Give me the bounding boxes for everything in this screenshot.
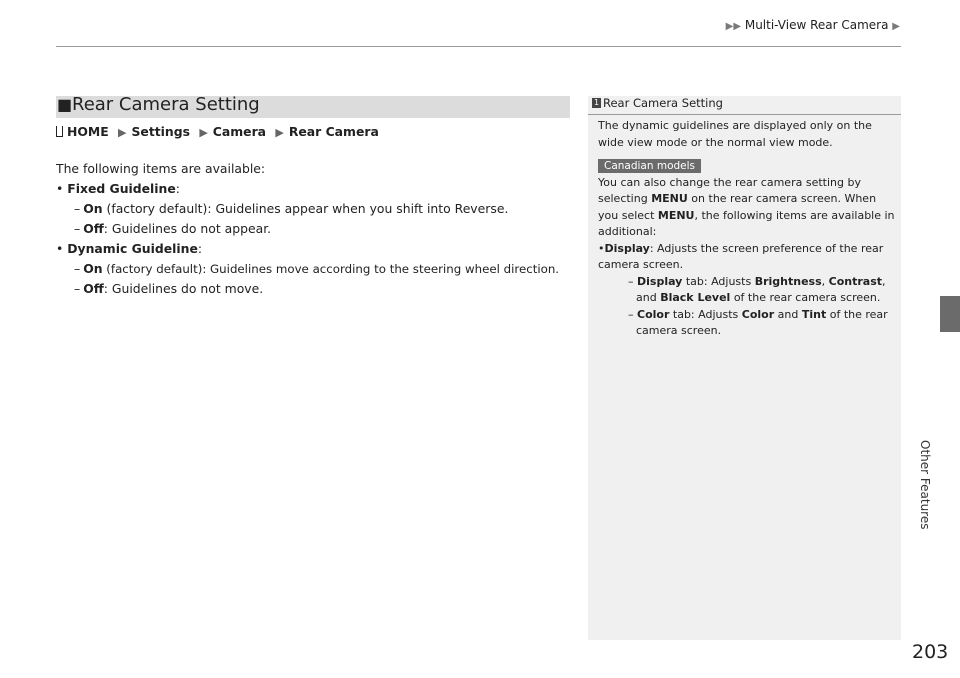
option-text: : Guidelines do not move. bbox=[103, 281, 264, 296]
item-label: Dynamic Guideline bbox=[67, 241, 198, 256]
notes-title: Rear Camera Setting bbox=[603, 96, 723, 110]
note-paragraph: You can also change the rear camera setting by selecting MENU on the rear camera screen. When you select MENU, the following items are available in additional: bbox=[598, 175, 895, 238]
main-content bbox=[56, 120, 576, 299]
list-subitem: – On (factory default): Guidelines appear when you shift into Reverse. bbox=[74, 201, 509, 216]
path-settings: Settings bbox=[131, 124, 190, 139]
arrow-right-icon: ▶ bbox=[199, 126, 208, 139]
path-rear-camera: Rear Camera bbox=[288, 124, 379, 139]
item-label: Fixed Guideline bbox=[67, 181, 176, 196]
path-camera: Camera bbox=[212, 124, 267, 139]
note-paragraph: The dynamic guidelines are displayed only on the wide view mode or the normal view mode. bbox=[598, 119, 872, 149]
intro-text: The following items are available: bbox=[56, 161, 266, 176]
page-number: 203 bbox=[912, 641, 949, 663]
notes-panel bbox=[588, 96, 901, 640]
arrow-right-icon: ▶ bbox=[892, 21, 900, 32]
option-label: On bbox=[83, 201, 103, 216]
running-header bbox=[0, 18, 900, 32]
option-label: On bbox=[83, 261, 103, 276]
home-icon bbox=[56, 126, 63, 137]
list-item: • Fixed Guideline: bbox=[56, 181, 180, 196]
path-home: HOME bbox=[67, 124, 109, 139]
section-heading bbox=[56, 96, 570, 118]
option-text: (factory default): Guidelines move according to the steering wheel direction. bbox=[102, 262, 560, 276]
bullet-icon: • bbox=[56, 241, 68, 256]
note-list-item: •Display: Adjusts the screen preference of the rear camera screen. bbox=[598, 241, 884, 271]
chapter-tab bbox=[940, 296, 960, 332]
list-subitem: – Off: Guidelines do not move. bbox=[74, 281, 264, 296]
note-subitem: – Display tab: Adjusts Brightness, Contrast, and Black Level of the rear camera screen. bbox=[628, 274, 886, 304]
arrow-right-icon: ▶▶ bbox=[725, 21, 742, 32]
arrow-right-icon: ▶ bbox=[275, 126, 284, 139]
header-divider bbox=[56, 46, 901, 47]
section-title: Rear Camera Setting bbox=[72, 94, 260, 115]
bullet-icon: • bbox=[598, 241, 605, 255]
bullet-icon: • bbox=[56, 181, 68, 196]
header-breadcrumb: Multi-View Rear Camera bbox=[744, 18, 889, 32]
square-bullet-icon: ■ bbox=[57, 95, 73, 114]
region-badge: Canadian models bbox=[598, 159, 701, 173]
list-subitem: – On (factory default): Guidelines move according to the steering wheel direction. bbox=[74, 261, 560, 276]
list-item: • Dynamic Guideline: bbox=[56, 241, 203, 256]
note-subitem: – Color tab: Adjusts Color and Tint of the rear camera screen. bbox=[628, 307, 888, 337]
arrow-right-icon: ▶ bbox=[118, 126, 127, 139]
option-text: : Guidelines do not appear. bbox=[103, 221, 272, 236]
option-label: Off bbox=[83, 221, 104, 236]
notes-header bbox=[588, 96, 901, 115]
menu-path bbox=[56, 122, 576, 143]
chapter-label: Other Features bbox=[918, 440, 932, 530]
list-subitem: – Off: Guidelines do not appear. bbox=[74, 221, 272, 236]
notes-body bbox=[598, 118, 896, 340]
note-number-badge: 1 bbox=[593, 98, 600, 107]
option-text: (factory default): Guidelines appear when you shift into Reverse. bbox=[102, 201, 509, 216]
option-label: Off bbox=[83, 281, 104, 296]
